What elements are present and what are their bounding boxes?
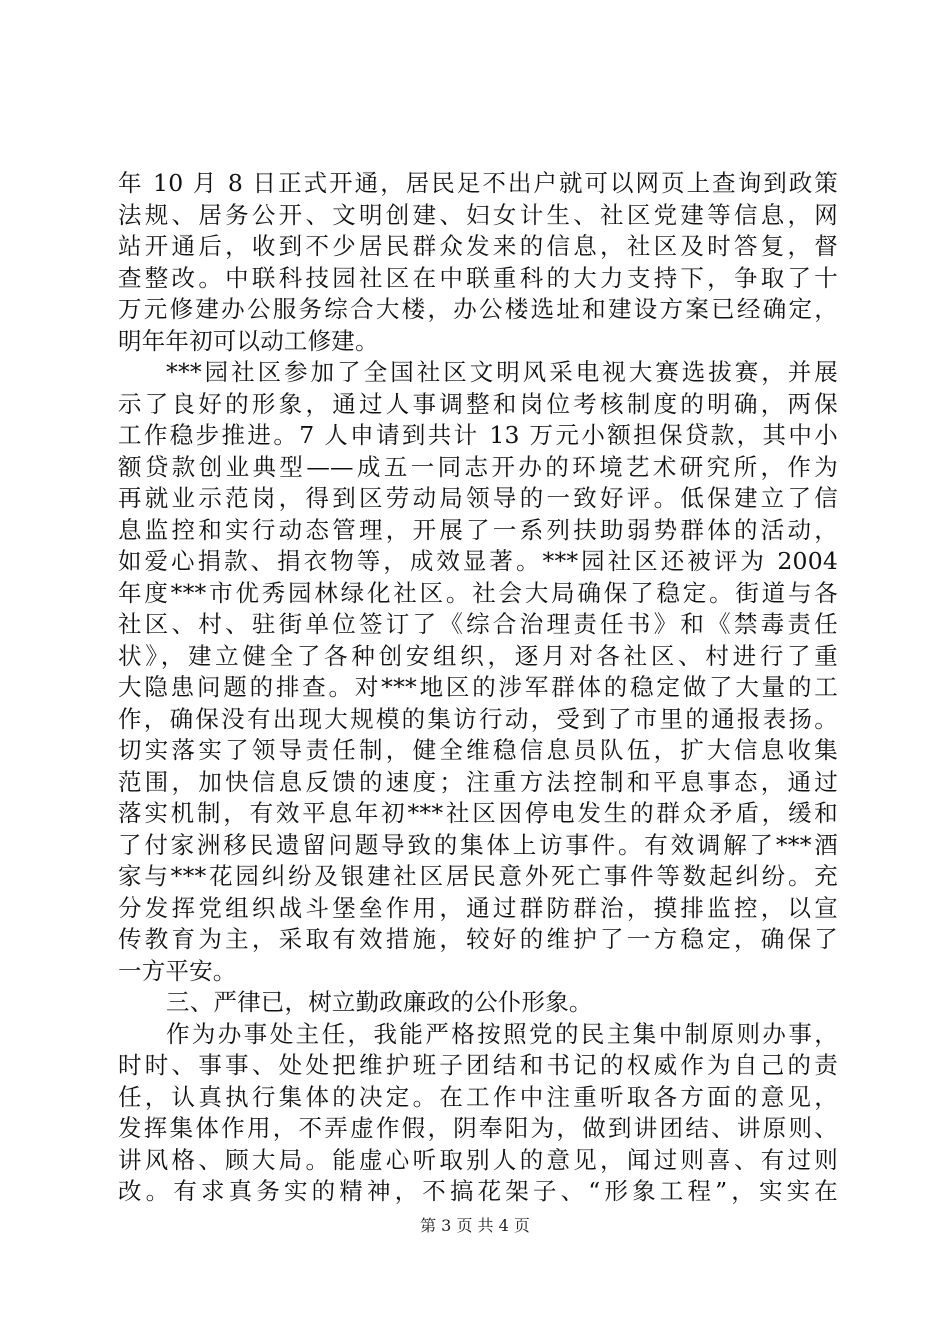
- text-line: 分发挥党组织战斗堡垒作用，通过群防群治，摸排监控，以宣: [118, 893, 838, 922]
- text-line: 查整改。中联科技园社区在中联重科的大力支持下，争取了十: [118, 263, 838, 292]
- text-line: 社区、村、驻街单位签订了《综合治理责任书》和《禁毒责任: [118, 610, 838, 638]
- text-line: 切实落实了领导责任制，健全维稳信息员队伍，扩大信息收集: [118, 736, 838, 764]
- text-line: 一方平安。: [118, 956, 237, 985]
- text-line: 大隐患问题的排查。对***地区的涉军群体的稳定做了大量的工: [118, 673, 838, 701]
- paragraph-start-line: ***园社区参加了全国社区文明风采电视大赛选拔赛，并展: [166, 358, 838, 386]
- text-line: 改。有求真务实的精神，不搞花架子、“形象工程”，实实在: [118, 1177, 838, 1205]
- text-line: 了付家洲移民遗留问题导致的集体上访事件。有效调解了***酒: [118, 830, 838, 859]
- paragraph-start-line: 作为办事处主任，我能严格按照党的民主集中制原则办事，: [166, 1019, 838, 1048]
- text-line: 发挥集体作用，不弄虚作假，阴奉阳为，做到讲团结、讲原则、: [118, 1114, 838, 1142]
- text-line: 作，确保没有出现大规模的集访行动，受到了市里的通报表扬。: [118, 704, 838, 733]
- text-line: 明年年初可以动工修建。: [118, 326, 379, 355]
- text-line: 再就业示范岗，得到区劳动局领导的一致好评。低保建立了信: [118, 484, 838, 512]
- section-heading: 三、严律已，树立勤政廉政的公仆形象。: [166, 988, 593, 1016]
- text-line: 落实机制，有效平息年初***社区因停电发生的群众矛盾，缓和: [118, 799, 838, 827]
- text-line: 任，认真执行集体的决定。在工作中注重听取各方面的意见，: [118, 1082, 838, 1111]
- text-line: 家与***花园纠纷及银建社区居民意外死亡事件等数起纠纷。充: [118, 862, 838, 890]
- text-line: 万元修建办公服务综合大楼，办公楼选址和建设方案已经确定，: [118, 295, 838, 323]
- text-line: 年 10 月 8 日正式开通，居民足不出户就可以网页上查询到政策: [118, 169, 838, 197]
- text-line: 传教育为主，采取有效措施，较好的维护了一方稳定，确保了: [118, 925, 838, 953]
- text-line: 范围，加快信息反馈的速度；注重方法控制和平息事态，通过: [118, 767, 838, 796]
- text-line: 法规、居务公开、文明创建、妇女计生、社区党建等信息，网: [118, 200, 838, 229]
- text-line: 状》，建立健全了各种创安组织，逐月对各社区、村进行了重: [118, 641, 838, 670]
- page-number-footer: 第 3 页 共 4 页: [420, 1216, 530, 1235]
- text-line: 工作稳步推进。7 人申请到共计 13 万元小额担保贷款，其中小: [118, 421, 838, 449]
- text-line: 讲风格、顾大局。能虚心听取别人的意见，闻过则喜、有过则: [118, 1145, 838, 1174]
- text-line: 站开通后，收到不少居民群众发来的信息，社区及时答复，督: [118, 232, 838, 260]
- text-line: 息监控和实行动态管理，开展了一系列扶助弱势群体的活动，: [118, 515, 838, 544]
- text-line: 年度***市优秀园林绿化社区。社会大局确保了稳定。街道与各: [118, 578, 838, 607]
- text-line: 时时、事事、处处把维护班子团结和书记的权威作为自己的责: [118, 1051, 838, 1079]
- text-line: 示了良好的形象，通过人事调整和岗位考核制度的明确，两保: [118, 389, 838, 418]
- text-line: 额贷款创业典型——成五一同志开办的环境艺术研究所，作为: [118, 452, 838, 481]
- text-line: 如爱心捐款、捐衣物等，成效显著。***园社区还被评为 2004: [118, 547, 838, 575]
- document-body: [118, 168, 838, 1208]
